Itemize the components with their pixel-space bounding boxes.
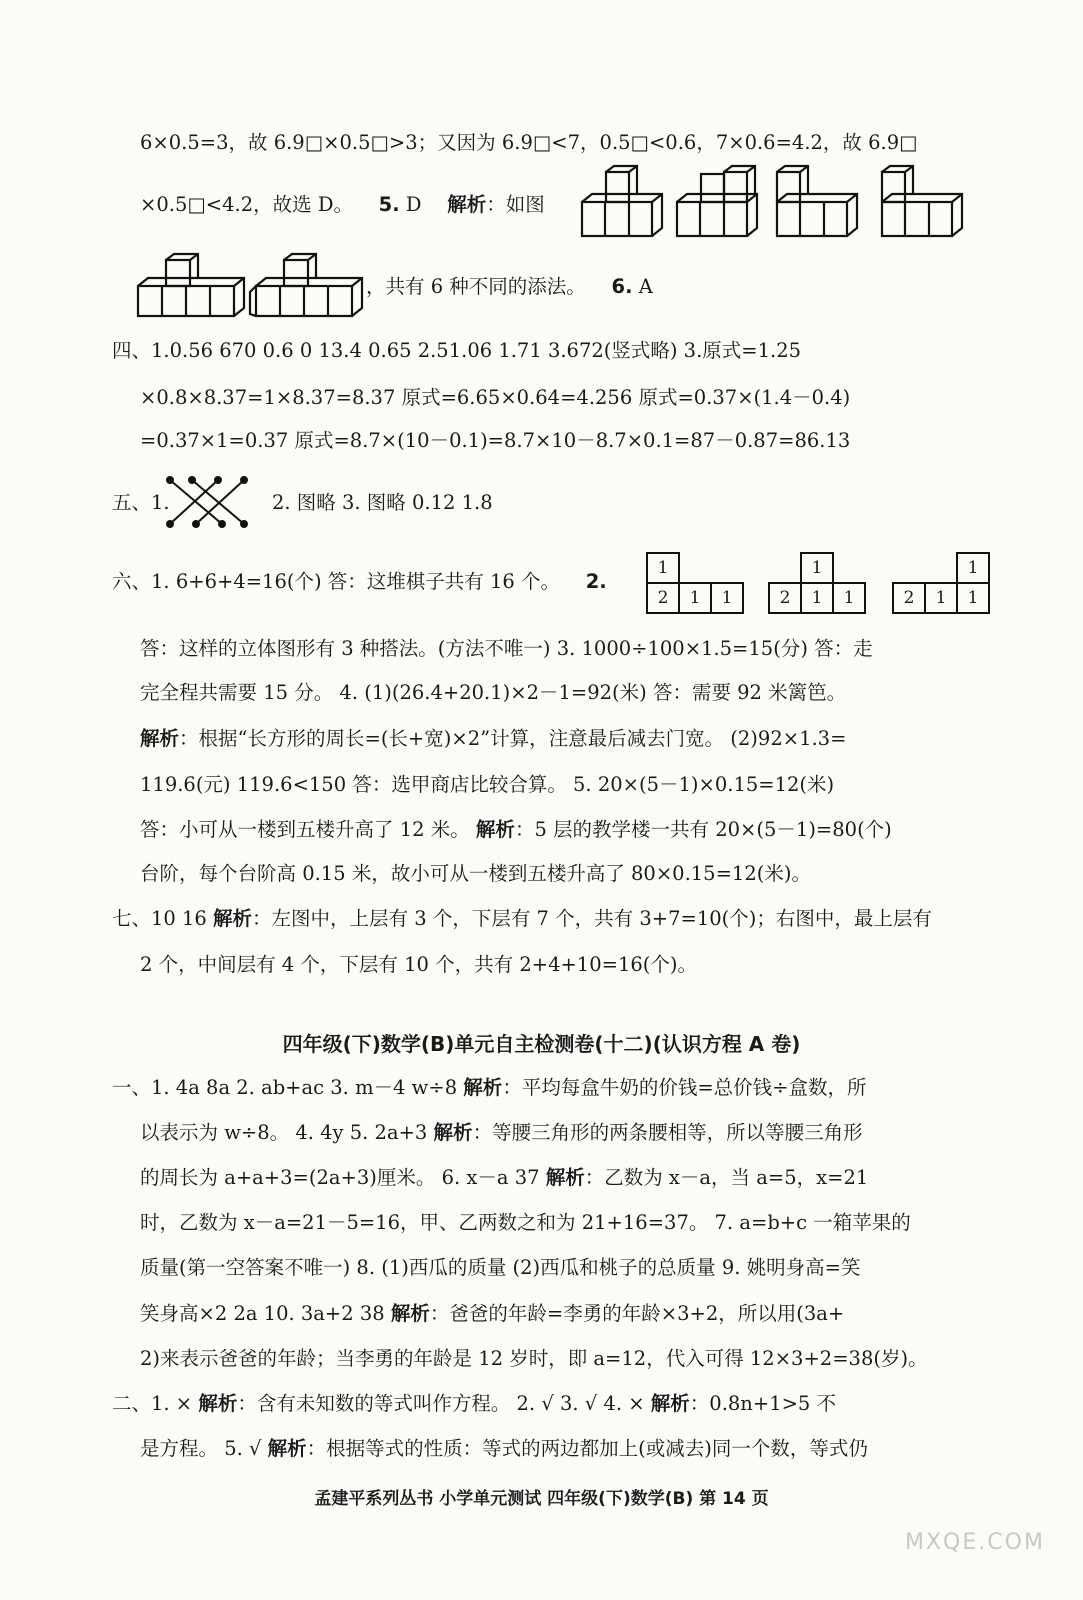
text-segment: 答：小可从一楼到五楼升高了 12 米。 [140,818,476,841]
grid-cell: 1 [678,582,712,614]
text-segment: ×0.5□<4.2，故选 D。 [140,193,353,216]
analysis-label: 解析 [267,1437,307,1460]
part-1-line-7: 2)来表示爸爸的年龄；当李勇的年龄是 12 岁时，即 a=12，代入可得 12×3+2=38(岁)。 [140,1347,928,1370]
grid-cell: 2 [646,582,680,614]
analysis-label: 解析 [463,1076,503,1099]
text-segment: 是方程。 5. √ [140,1437,268,1460]
grid-cell: 2 [892,582,926,614]
text-line-3 [366,272,653,302]
text-segment: 以表示为 w÷8。 4. 4y 5. 2a+3 [140,1121,434,1144]
page-footer: 孟建平系列丛书 小学单元测试 四年级(下)数学(B) 第 14 页 [314,1489,769,1509]
grid-cell: 1 [800,552,834,584]
analysis-label: 解析 [198,1392,238,1415]
section-4-line-3: =0.37×1=0.37 原式=8.7×(10－0.1)=8.7×10－8.7×0.1=87－0.87=86.13 [140,429,851,452]
text-segment: ：如图 [486,193,545,216]
analysis-label: 解析 [545,1166,585,1189]
text-segment: 1. 6+6+4=16(个) 答：这堆棋子共有 16 个。 [151,570,560,593]
text-segment: 一、1. 4a 8a 2. ab+ac 3. m－4 w÷8 [112,1076,464,1099]
part-2-line-2 [140,1434,868,1464]
question-number: 5. [378,193,400,216]
grid-cell: 1 [924,582,958,614]
view-grid-3 [892,552,988,612]
grid-cell: 1 [956,582,990,614]
section-5-rest: 2. 图略 3. 图略 0.12 1.8 [272,491,493,514]
analysis-label: 解析 [433,1121,473,1144]
text-segment: 1.0.56 670 0.6 0 13.4 0.65 2.51.06 1.71 3.672(竖式略) 3.原式=1.25 [151,339,802,362]
text-segment: ：平均每盒牛奶的价钱=总价钱÷盒数，所 [502,1076,867,1099]
text-segment: ：根据“长方形的周长=(长+宽)×2”计算，注意最后减去门宽。 (2)92×1.3= [179,727,847,750]
part-1-line-3 [140,1163,868,1193]
matching-lines-diagram [162,474,252,534]
analysis-label: 解析 [213,907,253,930]
answer: D [405,193,422,216]
section-6-line-2: 答：这样的立体图形有 3 种搭法。(方法不唯一) 3. 1000÷100×1.5=15(分) 答：走 [140,637,873,660]
text-segment: ：5 层的教学楼一共有 20×(5－1)=80(个) [514,818,892,841]
question-number: 2. [585,570,607,593]
answer: A [638,275,653,298]
text-line-1: 6×0.5=3，故 6.9□×0.5□>3；又因为 6.9□<7，0.5□<0.6，7×0.6=4.2，故 6.9□ [140,131,918,154]
text-segment: ：等腰三角形的两条腰相等，所以等腰三角形 [472,1121,863,1144]
grid-cell: 2 [768,582,802,614]
grid-cell: 1 [646,552,680,584]
view-grid-1 [646,552,742,612]
analysis-label: 解析 [390,1302,430,1325]
text-line-2 [140,190,545,220]
section-4-line-2: ×0.8×8.37=1×8.37=8.37 原式=6.65×0.64=4.256 原式=0.37×(1.4－0.4) [140,386,851,409]
text-segment: ：左图中，上层有 3 个，下层有 7 个，共有 3+7=10(个)；右图中，最上层有 [252,907,932,930]
part-1-line-6 [140,1299,844,1329]
text-segment: ：含有未知数的等式叫作方程。 2. √ 3. √ 4. × [237,1392,651,1415]
part-1-line-2 [140,1118,863,1148]
text-segment: 二、1. × [112,1392,199,1415]
grid-cell: 1 [956,552,990,584]
analysis-label: 解析 [140,727,180,750]
section-6-line-5: 119.6(元) 119.6<150 答：选甲商店比较合算。 5. 20×(5－1)×0.15=12(米) [140,773,835,796]
part-2-line-1 [112,1389,836,1419]
part-1-line-5: 质量(第一空答案不唯一) 8. (1)西瓜的质量 (2)西瓜和桃子的总质量 9. 姚明身高=笑 [140,1256,861,1279]
text-segment: ，共有 6 种不同的添法。 [366,275,586,298]
section-7-line-2: 2 个，中间层有 4 个，下层有 10 个，共有 2+4+10=16(个)。 [140,953,697,976]
section-6-line-6 [140,815,892,845]
analysis-label: 解析 [447,193,487,216]
watermark: MXQE.COM [905,1530,1045,1555]
part-1-line-4: 时，乙数为 x－a=21－5=16，甲、乙两数之和为 21+16=37。 7. a=b+c 一箱苹果的 [140,1211,911,1234]
text-segment: 笑身高×2 2a 10. 3a+2 38 [140,1302,391,1325]
section-6-line-1 [112,567,607,597]
test-title: 四年级(下)数学(B)单元自主检测卷(十二)(认识方程 A 卷) [282,1032,801,1056]
section-7-line-1 [112,904,932,934]
text-segment: ：根据等式的性质：等式的两边都加上(或减去)同一个数，等式仍 [306,1437,868,1460]
part-1-line-1 [112,1073,867,1103]
section-5-label: 五、1. [112,491,170,514]
text-segment: ：乙数为 x－a，当 a=5，x=21 [584,1166,869,1189]
section-label: 四、 [112,339,152,362]
section-6-line-7: 台阶，每个台阶高 0.15 米，故小可从一楼到五楼升高了 80×0.15=12(米)。 [140,862,811,885]
grid-cell: 1 [800,582,834,614]
grid-cell: 1 [710,582,744,614]
text-segment: 七、10 16 [112,907,214,930]
text-segment: ：0.8n+1>5 不 [689,1392,837,1415]
section-4-line-1 [112,336,801,366]
text-segment: ：爸爸的年龄=李勇的年龄×3+2，所以用(3a+ [429,1302,845,1325]
cube-figures-row1 [582,168,1002,248]
cube-figures-row2 [138,252,368,322]
text-segment: 的周长为 a+a+3=(2a+3)厘米。 6. x－a 37 [140,1166,546,1189]
section-label: 六、 [112,570,152,593]
question-number: 6. [611,275,633,298]
section-6-line-3: 完全程共需要 15 分。 4. (1)(26.4+20.1)×2－1=92(米) 答：需要 92 米篱笆。 [140,681,847,704]
analysis-label: 解析 [650,1392,690,1415]
grid-cell: 1 [832,582,866,614]
analysis-label: 解析 [475,818,515,841]
section-6-line-4 [140,724,846,754]
view-grid-2 [768,552,864,612]
